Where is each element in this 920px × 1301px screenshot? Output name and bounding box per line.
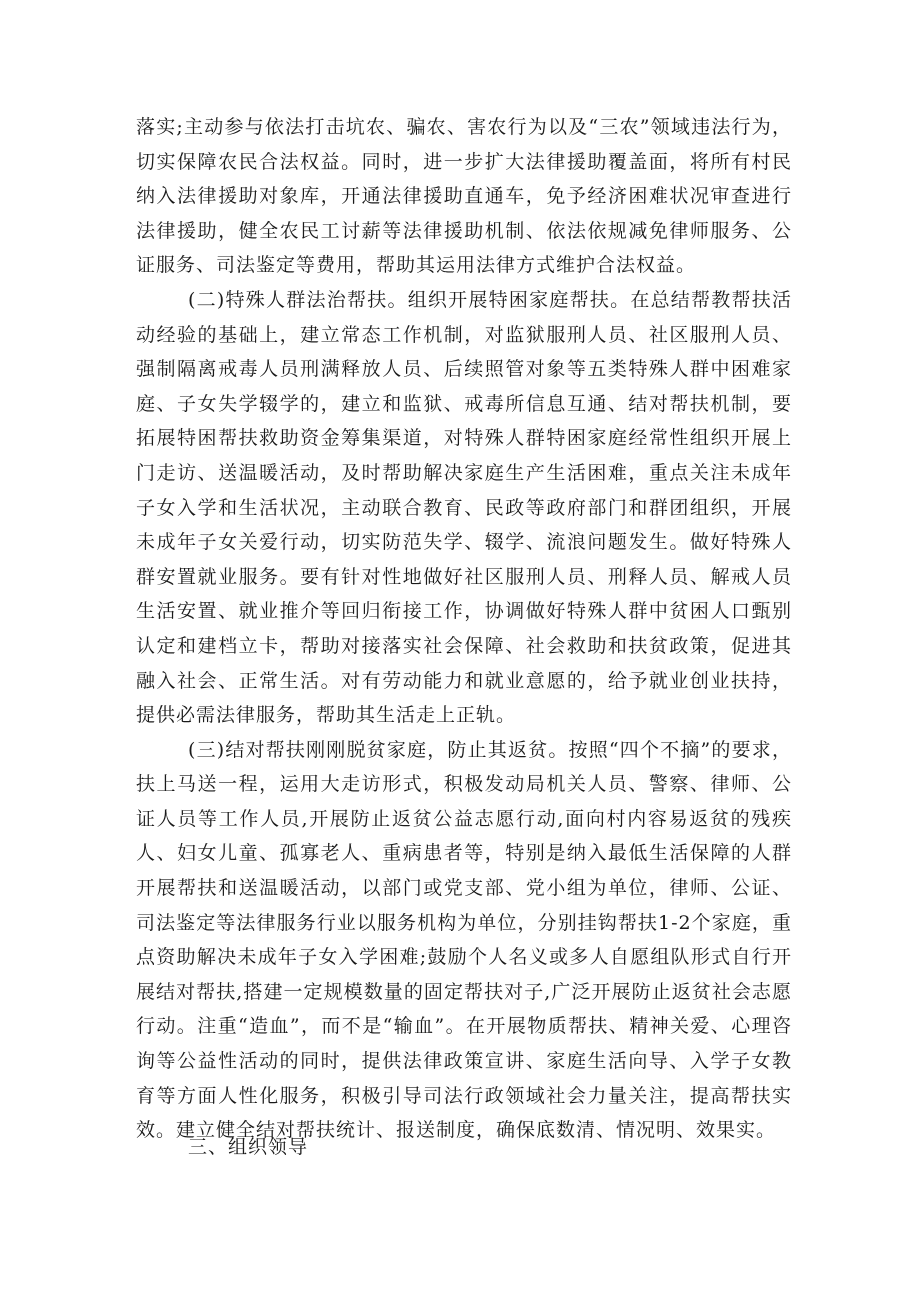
paragraph-legal-aid-continuation: 落实;主动参与依法打击坑农、骗农、害农行为以及“三农”领域违法行为，切实保障农民合法权益。同时，进一步扩大法律援助覆盖面，将所有村民纳入法律援助对象库，开通法律援助直通车，免予经济困难状况审查进行法律援助，健全农民工讨薪等法律援助机制、依法依规减免律师服务、公证服务、司法鉴定等费用，帮助其运用法律方式维护合法权益。 bbox=[136, 116, 792, 277]
paragraph-prevent-poverty-return: (三)结对帮扶刚刚脱贫家庭，防止其返贫。按照“四个不摘”的要求，扶上马送一程，运用大走访形式，积极发动局机关人员、警察、律师、公证人员等工作人员,开展防止返贫公益志愿行动,面向村内容易返贫的残疾人、妇女儿童、孤寡老人、重病患者等，特别是纳入最低生活保障的人群开展帮扶和送温暖活动，以部门或党支部、党小组为单位，律师、公证、司法鉴定等法律服务行业以服务机构为单位，分别挂钩帮扶1-2个家庭，重点资助解决未成年子女入学困难;鼓励个人名义或多人自愿组队形式自行开展结对帮扶,搭建一定规模数量的固定帮扶对子,广泛开展防止返贫社会志愿行动。注重“造血”，而不是“输血”。在开展物质帮扶、精神关爱、心理咨询等公益性活动的同时，提供法律政策宣讲、家庭生活向导、入学子女教育等方面人性化服务，积极引导司法行政领域社会力量关注，提高帮扶实效。建立健全结对帮扶统计、报送制度，确保底数清、情况明、效果实。 bbox=[136, 738, 792, 1142]
document-body bbox=[136, 110, 792, 1148]
paragraph-special-groups-assistance: (二)特殊人群法治帮扶。组织开展特困家庭帮扶。在总结帮教帮扶活动经验的基础上，建立常态工作机制，对监狱服刑人员、社区服刑人员、强制隔离戒毒人员刑满释放人员、后续照管对象等五类特殊人群中困难家庭、子女失学辍学的，建立和监狱、戒毒所信息互通、结对帮扶机制，要拓展特困帮扶救助资金筹集渠道，对特殊人群特困家庭经常性组织开展上门走访、送温暖活动，及时帮助解决家庭生产生活困难，重点关注未成年子女入学和生活状况，主动联合教育、民政等政府部门和群团组织，开展未成年子女关爱行动，切实防范失学、辍学、流浪问题发生。做好特殊人群安置就业服务。要有针对性地做好社区服刑人员、刑释人员、解戒人员生活安置、就业推介等回归衔接工作，协调做好特殊人群中贫困人口甄别认定和建档立卡，帮助对接落实社会保障、社会救助和扶贫政策，促进其融入社会、正常生活。对有劳动能力和就业意愿的，给予就业创业扶持，提供必需法律服务，帮助其生活走上正轨。 bbox=[136, 288, 792, 727]
section-heading: 三、组织领导 bbox=[188, 1136, 309, 1158]
